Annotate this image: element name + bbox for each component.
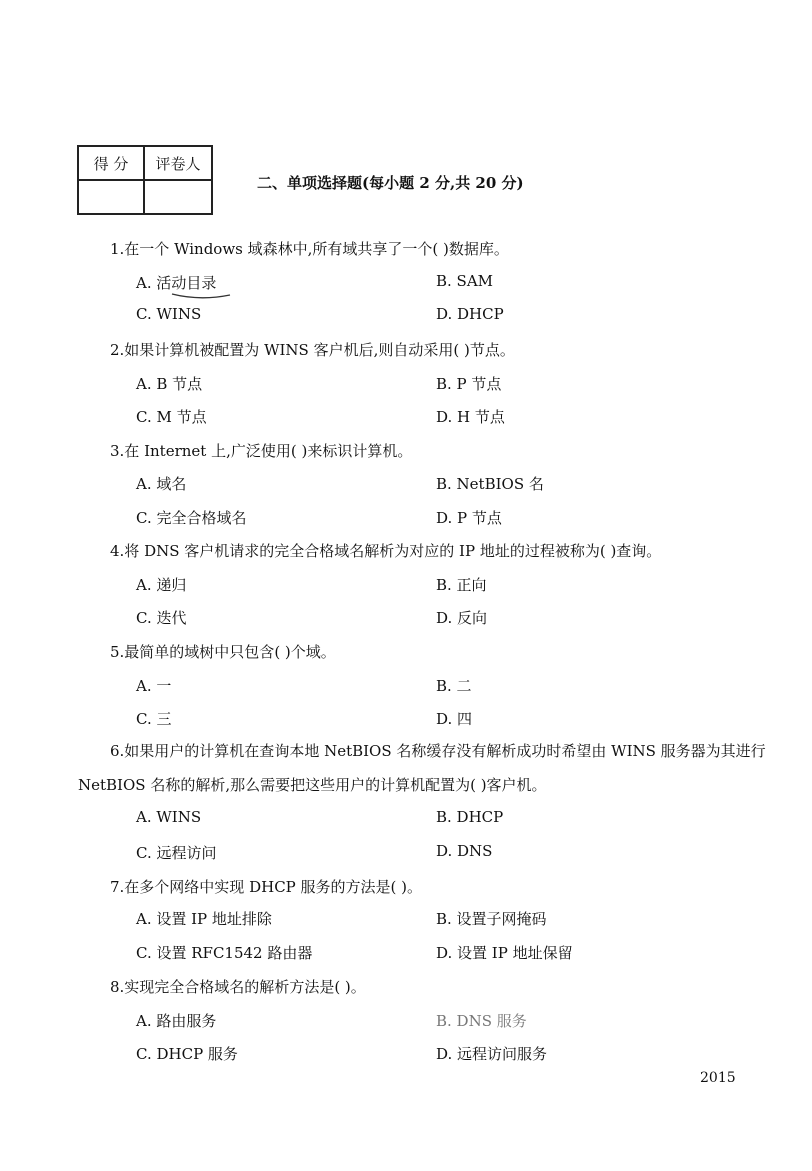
option-7b: B. 设置子网掩码 <box>436 910 547 928</box>
page-number: 2015 <box>700 1070 736 1086</box>
question-1: 1.在一个 Windows 域森林中,所有域共享了一个( )数据库。 <box>110 240 509 258</box>
option-8d: D. 远程访问服务 <box>436 1045 548 1063</box>
grader-cell <box>144 180 212 214</box>
option-2a: A. B 节点 <box>136 375 203 393</box>
option-1a: A. 活动目录 <box>136 274 217 292</box>
grader-label: 评卷人 <box>144 146 212 180</box>
option-3a: A. 域名 <box>136 475 187 493</box>
option-3d: D. P 节点 <box>436 509 502 527</box>
option-6a: A. WINS <box>136 808 202 826</box>
option-1b: B. SAM <box>436 272 494 290</box>
handwritten-underline-mark <box>170 291 232 301</box>
option-7d: D. 设置 IP 地址保留 <box>436 944 573 962</box>
option-3b: B. NetBIOS 名 <box>436 475 544 493</box>
question-8: 8.实现完全合格域名的解析方法是( )。 <box>110 978 366 996</box>
option-1d: D. DHCP <box>436 305 504 323</box>
score-label: 得 分 <box>78 146 144 180</box>
option-7a: A. 设置 IP 地址排除 <box>136 910 272 928</box>
section-title: 二、单项选择题(每小题 2 分,共 20 分) <box>257 174 524 192</box>
score-table <box>77 145 213 215</box>
option-7c: C. 设置 RFC1542 路由器 <box>136 944 313 962</box>
option-4b: B. 正向 <box>436 576 487 594</box>
option-6d: D. DNS <box>436 842 493 860</box>
option-4c: C. 迭代 <box>136 609 187 627</box>
option-2d: D. H 节点 <box>436 408 505 426</box>
option-5a: A. 一 <box>136 677 172 695</box>
question-4: 4.将 DNS 客户机请求的完全合格域名解析为对应的 IP 地址的过程被称为( )查询。 <box>110 542 662 560</box>
option-5b: B. 二 <box>436 677 472 695</box>
option-4d: D. 反向 <box>436 609 488 627</box>
option-4a: A. 递归 <box>136 576 187 594</box>
question-3: 3.在 Internet 上,广泛使用( )来标识计算机。 <box>110 442 413 460</box>
option-2b: B. P 节点 <box>436 375 502 393</box>
option-1c: C. WINS <box>136 305 202 323</box>
score-cell <box>78 180 144 214</box>
option-8c: C. DHCP 服务 <box>136 1045 238 1063</box>
option-8b: B. DNS 服务 <box>436 1012 527 1030</box>
question-2: 2.如果计算机被配置为 WINS 客户机后,则自动采用( )节点。 <box>110 341 515 359</box>
option-6c: C. 远程访问 <box>136 844 217 862</box>
option-5c: C. 三 <box>136 710 172 728</box>
question-5: 5.最简单的域树中只包含( )个域。 <box>110 643 336 661</box>
option-8a: A. 路由服务 <box>136 1012 217 1030</box>
option-2c: C. M 节点 <box>136 408 207 426</box>
option-5d: D. 四 <box>436 710 473 728</box>
option-3c: C. 完全合格域名 <box>136 509 247 527</box>
question-6: 6.如果用户的计算机在查询本地 NetBIOS 名称缓存没有解析成功时希望由 WINS 服务器为其进行 NetBIOS 名称的解析,那么需要把这些用户的计算机配置为( )客户机。 <box>78 742 766 794</box>
question-7: 7.在多个网络中实现 DHCP 服务的方法是( )。 <box>110 878 422 896</box>
option-6b: B. DHCP <box>436 808 504 826</box>
